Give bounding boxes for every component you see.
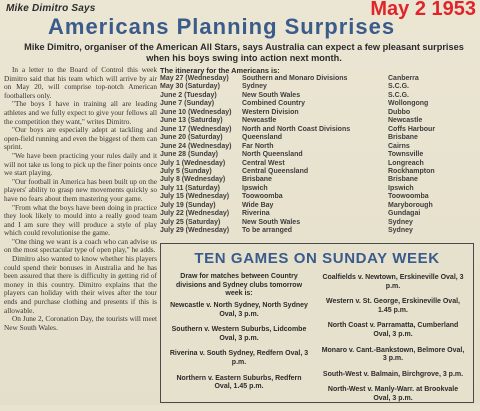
itinerary-venue: Dubbo xyxy=(388,108,411,116)
body-paragraph: "Our boys are especially adept at tackling and open-field running and even the biggest of them can sprint. xyxy=(4,125,157,152)
itinerary-opponent: Combined Country xyxy=(242,100,305,108)
fixture: South-West v. Balmain, Birchgrove, 3 p.m. xyxy=(322,370,464,378)
itinerary-row xyxy=(160,210,476,218)
itinerary-intro: The itinerary for the Americans is: xyxy=(160,66,280,75)
itinerary-venue: Canberra xyxy=(388,75,419,82)
fixture: Northern v. Eastern Suburbs, Redfern Oval, 1.45 p.m. xyxy=(176,374,302,391)
fixture: Southern v. Western Suburbs, Lidcombe Oval, 3 p.m. xyxy=(171,326,307,342)
fixtures-left-column xyxy=(169,302,309,399)
itinerary-venue: S.C.G. xyxy=(388,91,410,99)
itinerary-venue: Longreach xyxy=(388,159,424,167)
itinerary-row xyxy=(160,176,476,184)
itinerary-opponent: Wide Bay xyxy=(242,201,274,209)
itinerary-row xyxy=(160,126,476,134)
itinerary-date: July 22 (Wednesday) xyxy=(160,210,230,218)
fixture: Newcastle v. North Sydney, North Sydney Oval, 3 p.m. xyxy=(170,302,308,318)
fixtures-right-column xyxy=(319,274,467,411)
itinerary-date: July 1 (Wednesday) xyxy=(160,159,226,167)
itinerary-date: July 19 (Sunday) xyxy=(160,201,216,209)
fixture: Coalfields v. Newtown, Erskineville Oval, 3 p.m. xyxy=(322,274,464,290)
itinerary-opponent: Queensland xyxy=(242,134,283,142)
itinerary-date: June 28 (Sunday) xyxy=(160,151,218,159)
itinerary-venue: Brisbane xyxy=(388,176,418,184)
itinerary-opponent: Newcastle xyxy=(242,117,277,125)
itinerary-opponent: North Queensland xyxy=(242,151,303,159)
fixture: North-West v. Manly-Warr. at Brookvale Oval, 3 p.m. xyxy=(327,386,459,402)
standfirst: Mike Dimitro, organiser of the American All Stars, says Australia can expect a few pleasant surprises when his boys swing into action next month. xyxy=(24,42,464,63)
itinerary-venue: Rockhampton xyxy=(388,167,435,175)
itinerary-row xyxy=(160,143,476,151)
body-paragraph: "From what the boys have been doing in practice they look likely to mould into a really good team and I am sure they will produce a style of play which could revolutionise the game. xyxy=(4,202,157,238)
itinerary-opponent: Ipswich xyxy=(242,184,268,192)
itinerary-date: July 15 (Wednesday) xyxy=(160,193,230,201)
itinerary-date: June 20 (Saturday) xyxy=(160,134,223,142)
itinerary-opponent: North and North Coast Divisions xyxy=(242,125,351,133)
itinerary-opponent: New South Wales xyxy=(242,218,301,226)
body-paragraph: "Our football in America has been built up on the players' ability to grasp new movements quickly so have no fears about them mastering your game. xyxy=(4,176,157,203)
itinerary-opponent: Brisbane xyxy=(242,176,272,184)
itinerary-row xyxy=(160,83,476,91)
fixture: Western v. St. George, Erskineville Oval, 1.45 p.m. xyxy=(326,298,460,314)
itinerary-row xyxy=(160,134,476,142)
itinerary-opponent: Sydney xyxy=(242,83,267,91)
column-kicker: Mike Dimitro Says xyxy=(6,3,96,14)
itinerary-date: July 25 (Saturday) xyxy=(160,218,221,226)
itinerary-opponent: To be arranged xyxy=(242,227,293,235)
body-paragraph: In a letter to the Board of Control this week Dimitro said that his team which will arrive by air on May 20, will comprise top-notch American footballers only. xyxy=(4,65,157,100)
box-title: TEN GAMES ON SUNDAY WEEK xyxy=(194,250,440,267)
headline: Americans Planning Surprises xyxy=(48,14,396,39)
body-paragraph: Dimitro also wanted to know whether his players could spend their bonuses in Australia and he has been assured that there is difficulty in getting rid of money in this country. Dimitro explains that the players can holiday with their wives after the tour ends and purchase clothing and presents if this is allowable. xyxy=(4,254,157,315)
fixture: Riverina v. South Sydney, Redfern Oval, 3 p.m. xyxy=(169,350,309,366)
itinerary-venue: Wollongong xyxy=(388,100,429,108)
itinerary-row xyxy=(160,92,476,100)
itinerary-row xyxy=(160,100,476,108)
itinerary-date: July 8 (Wednesday) xyxy=(160,176,226,184)
itinerary-venue: Ipswich xyxy=(388,184,414,192)
itinerary-venue: Brisbane xyxy=(388,134,418,142)
itinerary-opponent: Far North xyxy=(242,142,274,150)
itinerary-date: May 30 (Saturday) xyxy=(160,83,220,91)
itinerary-row xyxy=(160,168,476,176)
itinerary-date: July 11 (Saturday) xyxy=(160,184,220,192)
itinerary-venue: Coffs Harbour xyxy=(388,125,436,133)
fixture: Monaro v. Cant.-Bankstown, Belmore Oval, 3 p.m. xyxy=(321,346,465,363)
body-paragraph: "The boys I have in training all are leading athletes and we fully expect to give your fellows all the competition they want," writes Dimitro. xyxy=(4,99,157,126)
itinerary-date: June 10 (Wednesday) xyxy=(160,108,232,116)
itinerary-opponent: New South Wales xyxy=(242,91,301,99)
date-stamp: May 2 1953 xyxy=(370,0,476,20)
itinerary-table xyxy=(160,75,476,236)
itinerary-venue: Cairns xyxy=(388,142,410,150)
itinerary-opponent: Western Division xyxy=(242,108,299,116)
itinerary-row xyxy=(160,109,476,117)
itinerary-venue: Maryborough xyxy=(388,201,433,209)
itinerary-row xyxy=(160,193,476,201)
itinerary-row xyxy=(160,160,476,168)
itinerary-date: June 17 (Wednesday) xyxy=(160,125,232,133)
itinerary-date: June 24 (Wednesday) xyxy=(160,142,232,150)
box-intro: Draw for matches between Country divisions and Sydney clubs tomorrow week is: xyxy=(175,273,303,298)
itinerary-opponent: Toowoomba xyxy=(242,193,283,201)
itinerary-venue: Townsville xyxy=(388,151,424,159)
itinerary-venue: Gundagai xyxy=(388,210,421,218)
itinerary-row xyxy=(160,151,476,159)
itinerary-venue: Sydney xyxy=(388,218,413,226)
body-paragraph: "We have been practicing your rules daily and it will not take us long to pick up the finer points once we start playing. xyxy=(4,150,157,178)
itinerary-row xyxy=(160,227,476,235)
itinerary-date: July 5 (Sunday) xyxy=(160,167,212,175)
itinerary-opponent: Riverina xyxy=(242,210,270,218)
itinerary-date: June 2 (Tuesday) xyxy=(160,91,217,99)
itinerary-opponent: Southern and Monaro Divisions xyxy=(242,75,348,82)
itinerary-row xyxy=(160,219,476,227)
itinerary-date: June 13 (Saturday) xyxy=(160,117,223,125)
article-body xyxy=(4,66,157,332)
itinerary-venue: S.C.G. xyxy=(388,83,410,91)
itinerary-opponent: Central West xyxy=(242,159,285,167)
sunday-games-box xyxy=(160,243,474,403)
fixture: North Coast v. Parramatta, Cumberland Oval, 3 p.m. xyxy=(327,322,459,338)
itinerary-row xyxy=(160,185,476,193)
itinerary-venue: Newcastle xyxy=(388,117,423,125)
itinerary-row xyxy=(160,75,476,83)
itinerary-date: May 27 (Wednesday) xyxy=(160,75,229,82)
itinerary-venue: Sydney xyxy=(388,227,413,235)
itinerary-date: July 29 (Wednesday) xyxy=(160,227,230,235)
itinerary-row xyxy=(160,117,476,125)
itinerary-venue: Toowoomba xyxy=(388,193,429,201)
body-paragraph: "One thing we want is a coach who can advise us on the most spectacular type of open play," he adds. xyxy=(4,236,157,255)
body-paragraph: On June 2, Coronation Day, the tourists will meet New South Wales. xyxy=(4,314,157,332)
itinerary-row xyxy=(160,202,476,210)
itinerary-opponent: Central Queensland xyxy=(242,167,309,175)
itinerary-date: June 7 (Sunday) xyxy=(160,100,215,108)
